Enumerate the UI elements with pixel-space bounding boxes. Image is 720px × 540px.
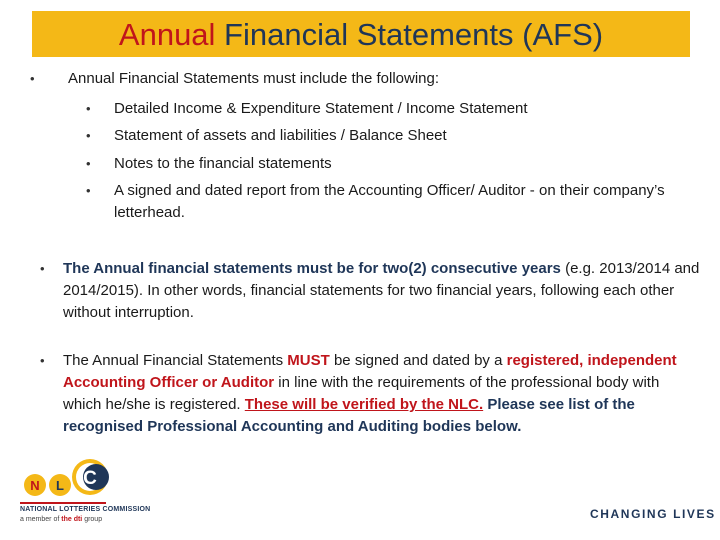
member-suffix: group — [82, 516, 103, 523]
bullet-dot: • — [86, 156, 91, 171]
title-text: Financial Statements (AFS) — [215, 17, 604, 52]
paragraph-body: in line with the requirements of the professional body with which he/she is registered. — [63, 374, 660, 413]
consecutive-years-paragraph — [40, 258, 700, 324]
intro-text: Annual Financial Statements must include the following: — [68, 70, 440, 87]
organisation-name: NATIONAL LOTTERIES COMMISSION — [20, 506, 151, 513]
bullet-dot: • — [86, 101, 91, 116]
must-emphasis: MUST — [287, 352, 330, 369]
list-item-text: Detailed Income & Expenditure Statement / Income Statement — [114, 100, 528, 117]
registered-emphasis: registered, independent Accounting Officer or Auditor — [63, 352, 677, 391]
signing-requirement-paragraph — [40, 350, 700, 438]
member-brand: the dti — [61, 516, 83, 523]
paragraph-body: (e.g. 2013/2014 and 2014/2015). In other words, financial statements for two financial years, following each other without interruption. — [63, 260, 700, 321]
list-item-text: Notes to the financial statements — [114, 155, 332, 172]
list-item-text: A signed and dated report from the Accounting Officer/ Auditor - on their company’s letterhead. — [114, 182, 665, 221]
paragraph-text — [63, 258, 700, 324]
bullet-dot: • — [30, 71, 35, 86]
title-accent: Annual — [118, 17, 216, 52]
bullet-dot: • — [40, 261, 45, 276]
member-group-tagline — [20, 516, 102, 523]
verification-emphasis: These will be verified by the NLC. — [244, 396, 484, 413]
logo-letter-n: N — [30, 478, 40, 493]
paragraph-text — [63, 350, 700, 438]
logo-letter-l: L — [56, 478, 64, 493]
paragraph-body: be signed and dated by a — [329, 352, 507, 369]
bullet-dot: • — [86, 183, 91, 198]
member-prefix: a member of — [20, 516, 62, 523]
logo-letter-c: C — [83, 468, 97, 489]
bullet-dot: • — [86, 128, 91, 143]
bullet-dot: • — [40, 353, 45, 368]
title-banner — [32, 11, 690, 57]
recognised-bodies-note: Please see list of the recognised Professional Accounting and Auditing bodies below. — [63, 396, 635, 435]
paragraph-emphasis: The Annual financial statements must be for two(2) consecutive years — [63, 260, 561, 277]
changing-lives-tagline: CHANGING LIVES — [590, 507, 716, 521]
list-item-text: Statement of assets and liabilities / Balance Sheet — [114, 127, 447, 144]
paragraph-body: The Annual Financial Statements — [63, 352, 288, 369]
